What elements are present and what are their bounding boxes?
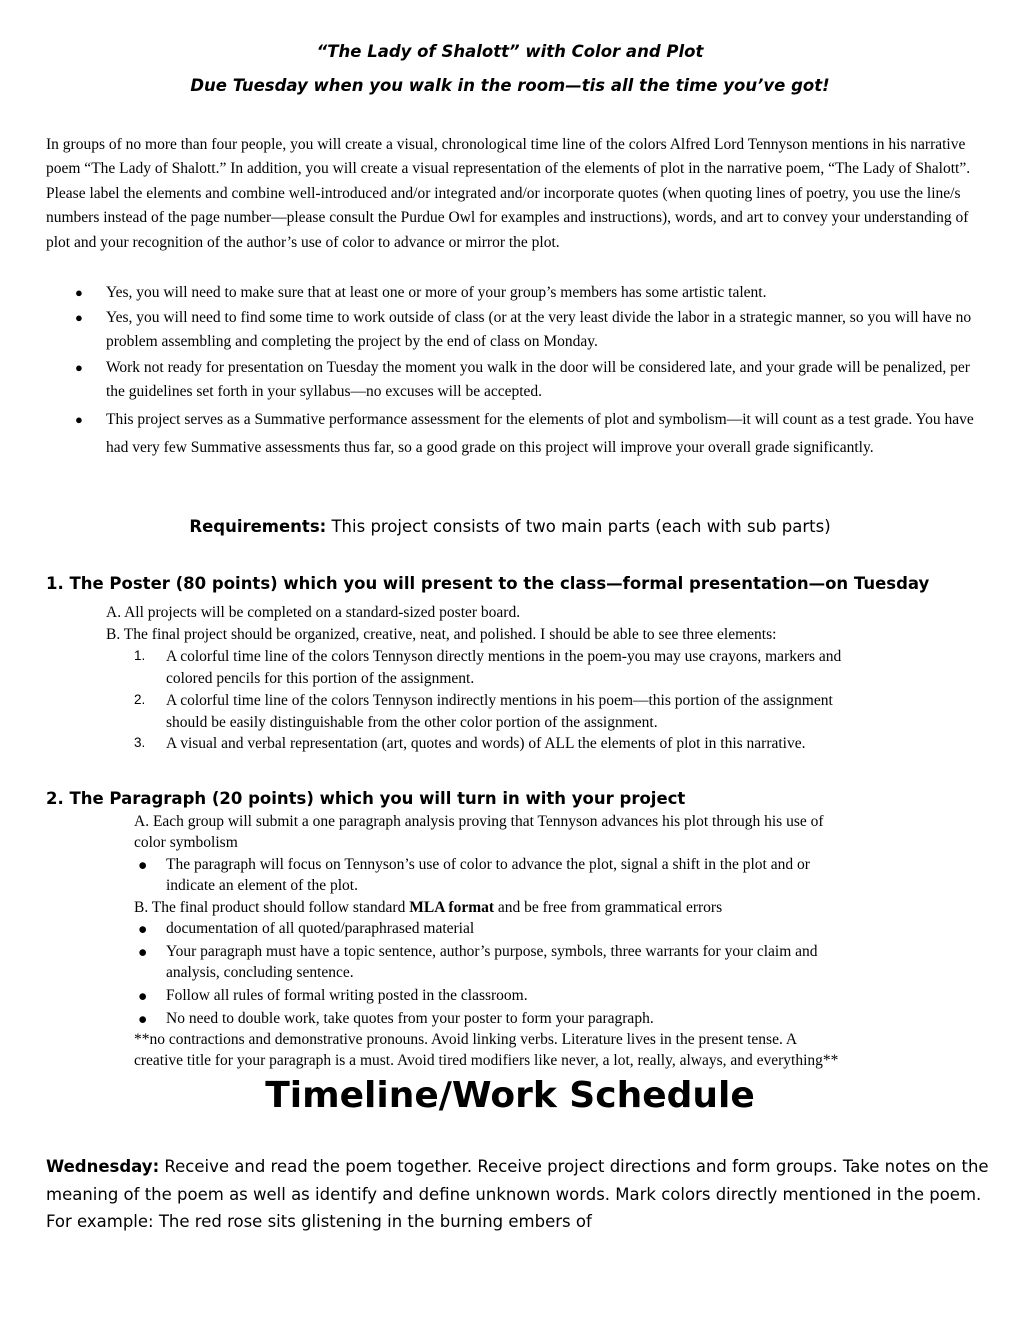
poster-element-2-cont: should be easily distinguishable from the other color portion of the assignment. xyxy=(166,714,658,731)
paragraph-item-a: A. Each group will submit a one paragraph analysis proving that Tennyson advances his plot through his use of xyxy=(134,813,824,830)
bullet-icon: ● xyxy=(138,1011,148,1028)
paragraph-item-a-cont: color symbolism xyxy=(134,834,238,851)
bullet-text: Yes, you will need to make sure that at least one or more of your group’s members has some artistic talent. xyxy=(106,284,767,301)
bullet-text: Work not ready for presentation on Tuesday the moment you walk in the door will be considered late, and your grade will be penalized, per the guidelines set forth in your syllabus—no excuses will be accepted. xyxy=(106,359,970,400)
paragraph-note: **no contractions and demonstrative pronouns. Avoid linking verbs. Literature lives in the present tense. A xyxy=(134,1031,798,1048)
paragraph-item-b xyxy=(134,897,722,919)
requirements-text: This project consists of two main parts (each with sub parts) xyxy=(326,517,831,536)
paragraph-bullet: documentation of all quoted/paraphrased material xyxy=(166,920,475,937)
schedule-day: Wednesday: xyxy=(46,1157,160,1176)
requirements-line xyxy=(0,517,1020,536)
item-b-text: B. The final product should follow standard xyxy=(134,899,410,916)
paragraph-bullet: Your paragraph must have a topic sentence, author’s purpose, symbols, three warrants for your claim and xyxy=(166,943,818,960)
bullet-icon: ● xyxy=(138,857,148,874)
bullet-icon: ● xyxy=(75,285,83,300)
bullet-text: This project serves as a Summative performance assessment for the elements of plot and symbolism—it will count as a test grade. You have had very few Summative assessments thus far, so a good grade on this project will improve your overall grade significantly. xyxy=(106,411,974,456)
poster-item-a: A. All projects will be completed on a standard-sized poster board. xyxy=(106,604,521,621)
intro-text: In groups of no more than four people, you will create a visual, chronological time line of the colors Alfred Lord Tennyson mentions in his narrative poem “The Lady of Shalott.” In addition, you will create a visual representation of the elements of plot in the narrative poem, “The Lady of Shalott”. Please label the elements and combine well-introduced and/or integrated and/or incorporate quotes (when quoting lines of poetry, you use the line/s numbers instead of the page number—please consult the Purdue Owl for examples and instructions), words, and art to convey your understanding of plot and your recognition of the author’s use of color to advance or mirror the plot. xyxy=(46,136,971,251)
bullet-icon: ● xyxy=(138,944,148,961)
poster-heading: 1. The Poster (80 points) which you will present to the class—formal presentation—on Tuesday xyxy=(46,574,930,593)
mla-format-emphasis: MLA format xyxy=(409,899,495,916)
bullet-icon: ● xyxy=(75,412,83,427)
bullet-icon: ● xyxy=(75,310,83,325)
poster-item-b: B. The final project should be organized, creative, neat, and polished. I should be able to see three elements: xyxy=(106,626,777,643)
intro-bullet xyxy=(75,406,986,461)
paragraph-bullet: The paragraph will focus on Tennyson’s use of color to advance the plot, signal a shift in the plot and or xyxy=(166,856,810,873)
schedule-title: Timeline/Work Schedule xyxy=(265,1075,755,1116)
poster-element-1-cont: colored pencils for this portion of the assignment. xyxy=(166,670,475,687)
intro-bullet xyxy=(75,281,986,305)
paragraph-heading: 2. The Paragraph (20 points) which you will turn in with your project xyxy=(46,789,686,808)
poster-element-1: A colorful time line of the colors Tennyson directly mentions in the poem-you may use crayons, markers and xyxy=(166,648,842,665)
requirements-label: Requirements: xyxy=(189,517,327,536)
paragraph-bullet-cont: analysis, concluding sentence. xyxy=(166,964,354,981)
bullet-icon: ● xyxy=(138,988,148,1005)
intro-paragraph xyxy=(46,133,986,255)
bullet-icon: ● xyxy=(138,921,148,938)
poster-element-3: A visual and verbal representation (art, quotes and words) of ALL the elements of plot in this narrative. xyxy=(166,735,806,752)
bullet-text: Yes, you will need to find some time to work outside of class (or at the very least divide the labor in a strategic manner, so you will have no problem assembling and completing the project by the end of class on Monday. xyxy=(106,309,972,350)
paragraph-note-cont: creative title for your paragraph is a must. Avoid tired modifiers like never, a lot, really, always, and everything** xyxy=(134,1052,839,1069)
bullet-icon: ● xyxy=(75,360,83,375)
list-number: 2. xyxy=(134,692,146,707)
item-b-text-end: and be free from grammatical errors xyxy=(494,899,723,916)
schedule-text: Receive and read the poem together. Receive project directions and form groups. Take notes on the meaning of the poem as well as identify and define unknown words. Mark colors directly mentioned in the poem. For example: The red rose sits glistening in the burning embers of xyxy=(46,1157,989,1231)
schedule-entry xyxy=(46,1153,996,1236)
paragraph-bullet: No need to double work, take quotes from your poster to form your paragraph. xyxy=(166,1010,654,1027)
intro-bullet xyxy=(75,306,986,354)
paragraph-bullet-cont: indicate an element of the plot. xyxy=(166,877,358,894)
paragraph-bullet: Follow all rules of formal writing posted in the classroom. xyxy=(166,987,528,1004)
document-title: “The Lady of Shalott” with Color and Plot xyxy=(316,42,704,61)
list-number: 1. xyxy=(134,648,146,663)
intro-bullet xyxy=(75,356,986,404)
poster-element-2: A colorful time line of the colors Tennyson indirectly mentions in his poem—this portion of the assignment xyxy=(166,692,833,709)
list-number: 3. xyxy=(134,735,146,750)
due-date-subtitle: Due Tuesday when you walk in the room—tis all the time you’ve got! xyxy=(190,76,830,95)
